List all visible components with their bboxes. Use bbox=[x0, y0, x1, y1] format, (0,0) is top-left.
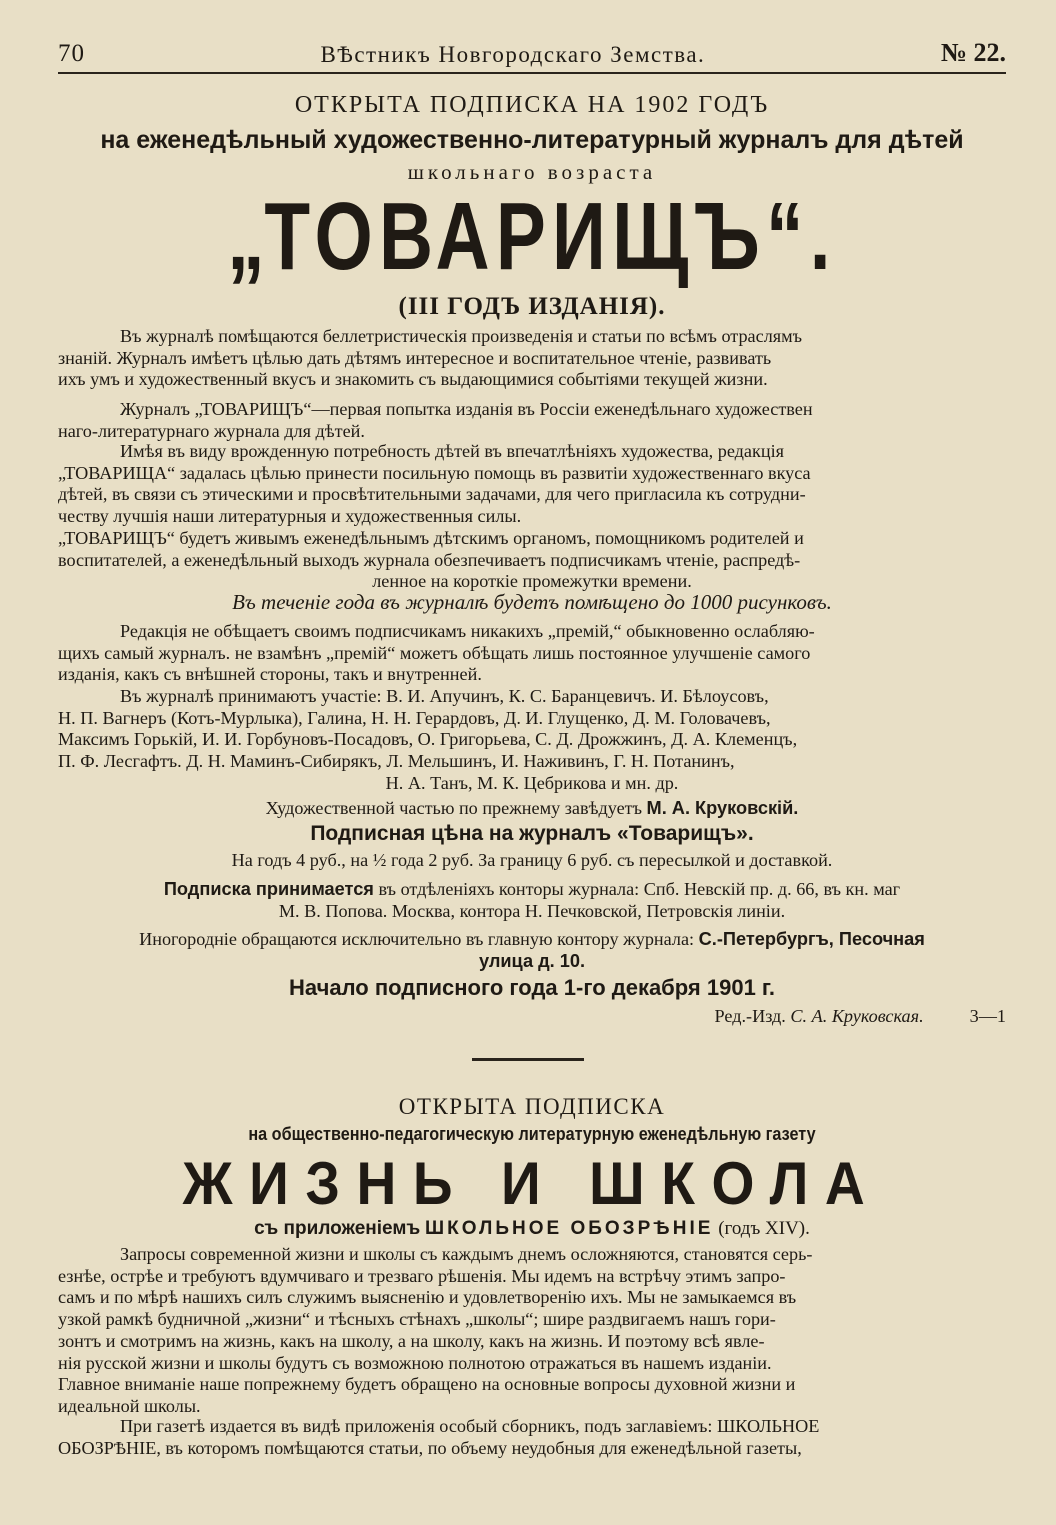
running-header bbox=[58, 28, 1006, 74]
publisher bbox=[715, 1006, 924, 1027]
city-text: Иногородніе обращаются исключительно въ главную контору журнала: bbox=[139, 929, 695, 949]
ad1-paragraph-1 bbox=[58, 326, 1006, 391]
city-address: С.-Петербургъ, Песочная bbox=[698, 929, 925, 949]
ad1-price: На годъ 4 руб., на ½ года 2 руб. За границу 6 руб. съ пересылкой и доставкой. bbox=[231, 850, 833, 870]
suppl-pre: съ приложеніемъ bbox=[254, 1218, 421, 1239]
insertion-number: 3—1 bbox=[969, 1006, 1006, 1026]
text-line: М. В. Попова. Москва, контора Н. Печковской, Петровскія линіи. bbox=[278, 901, 786, 921]
section-divider bbox=[472, 1058, 584, 1061]
ad2-kicker: ОТКРЫТА ПОДПИСКА bbox=[398, 1094, 666, 1119]
issue-number: № 22. bbox=[940, 38, 1006, 67]
art-text: Художественной частью по прежнему завѣдуетъ bbox=[265, 798, 642, 818]
text-line: Запросы современной жизни и школы съ каждымъ днемъ осложняются, становятся серь- bbox=[120, 1244, 813, 1264]
ad1-age: школьнаго возраста bbox=[407, 160, 657, 184]
text-line: зонтъ и смотримъ на жизнь, какъ на школу, а на школу, какъ на жизнь. И поэтому всѣ явле- bbox=[58, 1330, 765, 1351]
ad1-paragraph-3 bbox=[58, 441, 1006, 528]
text-line: узкой рамкѣ будничной „жизни“ и тѣсныхъ стѣнахъ „школы“; шире раздвигаемъ нашъ гори- bbox=[58, 1309, 776, 1330]
text-line: Н. А. Танъ, М. К. Цебрикова и мн. др. bbox=[385, 772, 679, 793]
art-name: М. А. Круковскій. bbox=[646, 798, 799, 818]
text-line: идеальной школы. bbox=[58, 1395, 201, 1416]
ad2-title: ЖИЗНЬ И ШКОЛА bbox=[182, 1150, 882, 1217]
text-line: самъ и по мѣрѣ нашихъ силъ служимъ выясненію и удовлетворенію ихъ. Мы не замыкаемся въ bbox=[58, 1287, 797, 1308]
ad1-contributors bbox=[58, 686, 1006, 795]
publisher-label: Ред.-Изд. bbox=[714, 1006, 786, 1026]
text-line: щихъ самый журналъ. не взамѣнъ „премій“ можетъ обѣщать лишь постоянное улучшеніе самого bbox=[58, 642, 811, 663]
text-line: Въ журналѣ принимаютъ участіе: В. И. Апучинъ, К. С. Баранцевичъ. И. Бѣлоусовъ, bbox=[120, 686, 769, 706]
where-text: въ отдѣленіяхъ конторы журнала: Спб. Невскій пр. д. 66, въ кн. маг bbox=[378, 879, 901, 899]
text-line: „ТОВАРИЩА“ задалась цѣлью принести посильную помощь въ развитіи художественнаго вкуса bbox=[58, 462, 811, 483]
journal-title: ВѢстникъ Новгородскаго Земства. bbox=[320, 42, 706, 67]
text-line: наго-литературнаго журнала для дѣтей. bbox=[58, 420, 365, 441]
ad1-price-heading: Подписная цѣна на журналъ «Товарищъ». bbox=[310, 822, 754, 845]
text-line: Редакція не обѣщаетъ своимъ подписчикамъ никакихъ „премій,“ обыкновенно ослабляю- bbox=[120, 621, 815, 641]
text-line bbox=[58, 928, 1006, 950]
text-line: П. Ф. Лесгафтъ. Д. Н. Маминъ-Сибирякъ, Л. Мельшинъ, И. Наживинъ, Г. Н. Потанинъ, bbox=[58, 751, 735, 772]
ad1-year-note: (III ГОДЪ ИЗДАНІЯ). bbox=[398, 293, 666, 320]
text-line: ленное на короткіе промежутки времени. bbox=[372, 571, 692, 592]
text-line: дѣтей, въ связи съ этическими и просвѣтительными задачами, для чего пригласила къ сотрудни- bbox=[58, 484, 806, 505]
ad1-illustrations: Въ теченіе года въ журналѣ будетъ помѣщено до 1000 рисунковъ. bbox=[232, 590, 832, 614]
text-line: Журналъ „ТОВАРИЩЪ“—первая попытка изданія въ Россіи еженедѣльнаго художествен bbox=[120, 399, 813, 419]
ad1-where bbox=[58, 878, 1006, 922]
ad1-kicker: ОТКРЫТА ПОДПИСКА НА 1902 ГОДЪ bbox=[294, 92, 770, 118]
ad1-art-director bbox=[58, 798, 1006, 819]
text-line: улица д. 10. bbox=[478, 951, 586, 971]
text-line: Максимъ Горькій, И. И. Горбуновъ-Посадовъ, О. Григорьева, С. Д. Дрожжинъ, Д. А. Клеменцъ, bbox=[58, 729, 798, 750]
suppl-name: ШКОЛЬНОЕ ОБОЗРѢНІЕ bbox=[425, 1218, 714, 1239]
page-number: 70 bbox=[58, 40, 85, 67]
where-lead: Подписка принимается bbox=[163, 879, 374, 899]
text-line: Н. П. Вагнеръ (Котъ-Мурлыка), Галина, Н. Н. Герардовъ, Д. И. Глущенко, Д. М. Головачевъ, bbox=[58, 707, 771, 728]
ad1-start: Начало подписного года 1-го декабря 1901 г. bbox=[289, 975, 775, 1000]
ad1-city bbox=[58, 928, 1006, 972]
ad1-paragraph-5 bbox=[58, 621, 1006, 686]
text-line: Въ журналѣ помѣщаются беллетристическія произведенія и статьи по всѣмъ отраслямъ bbox=[120, 326, 803, 346]
text-line: нія русской жизни и школы будутъ съ возможною полнотою отражаться въ нашемъ изданіи. bbox=[58, 1352, 772, 1373]
text-line: знаній. Журналъ имѣетъ цѣлью дать дѣтямъ интересное и воспитательное чтеніе, развивать bbox=[58, 347, 772, 368]
suppl-post: (годъ XIV). bbox=[718, 1218, 810, 1239]
text-line: ОБОЗРѢНІЕ, въ которомъ помѣщаются статьи, по объему неудобныя для еженедѣльной газеты, bbox=[58, 1437, 802, 1458]
ad1-title: „ТОВАРИЩЪ“. bbox=[227, 184, 837, 290]
text-line: ихъ умъ и художественный вкусъ и знакомить съ выдающимися событіями текущей жизни. bbox=[58, 369, 768, 390]
text-line: изданія, какъ съ внѣшней стороны, такъ и внутренней. bbox=[58, 664, 482, 685]
ad1-signature bbox=[58, 1006, 1006, 1027]
ad2-paragraph-1 bbox=[58, 1244, 1006, 1418]
ad2-paragraph-2 bbox=[58, 1416, 1006, 1459]
text-line: Имѣя въ виду врожденную потребность дѣтей въ впечатлѣніяхъ художества, редакція bbox=[120, 441, 784, 461]
text-line: Главное вниманіе наше попрежнему будетъ обращено на основные вопросы духовной жизни и bbox=[58, 1374, 796, 1395]
ad2-supplement bbox=[58, 1218, 1006, 1240]
ad1-paragraph-4 bbox=[58, 528, 1006, 593]
text-line bbox=[58, 878, 1006, 900]
text-line: воспитателей, а еженедѣльный выходъ журнала обезпечиваетъ подписчикамъ чтеніе, распредѣ- bbox=[58, 549, 801, 570]
ad2-subtitle: на общественно-педагогическую литературную еженедѣльную газету bbox=[248, 1124, 816, 1144]
publisher-name: С. А. Круковская. bbox=[790, 1006, 924, 1026]
text-line: „ТОВАРИЩЪ“ будетъ живымъ еженедѣльнымъ дѣтскимъ органомъ, помощникомъ родителей и bbox=[58, 528, 804, 548]
ad1-paragraph-2 bbox=[58, 399, 1006, 442]
text-line: езнѣе, острѣе и требуютъ вдумчиваго и трезваго рѣшенія. Мы идемъ на встрѣчу этимъ запро- bbox=[58, 1265, 786, 1286]
text-line: честву лучшія наши литературныя и художественныя силы. bbox=[58, 506, 522, 527]
text-line: При газетѣ издается въ видѣ приложенія особый сборникъ, подъ заглавіемъ: ШКОЛЬНОЕ bbox=[120, 1416, 820, 1436]
ad1-subtitle: на еженедѣльный художественно-литературный журналъ для дѣтей bbox=[100, 126, 964, 154]
